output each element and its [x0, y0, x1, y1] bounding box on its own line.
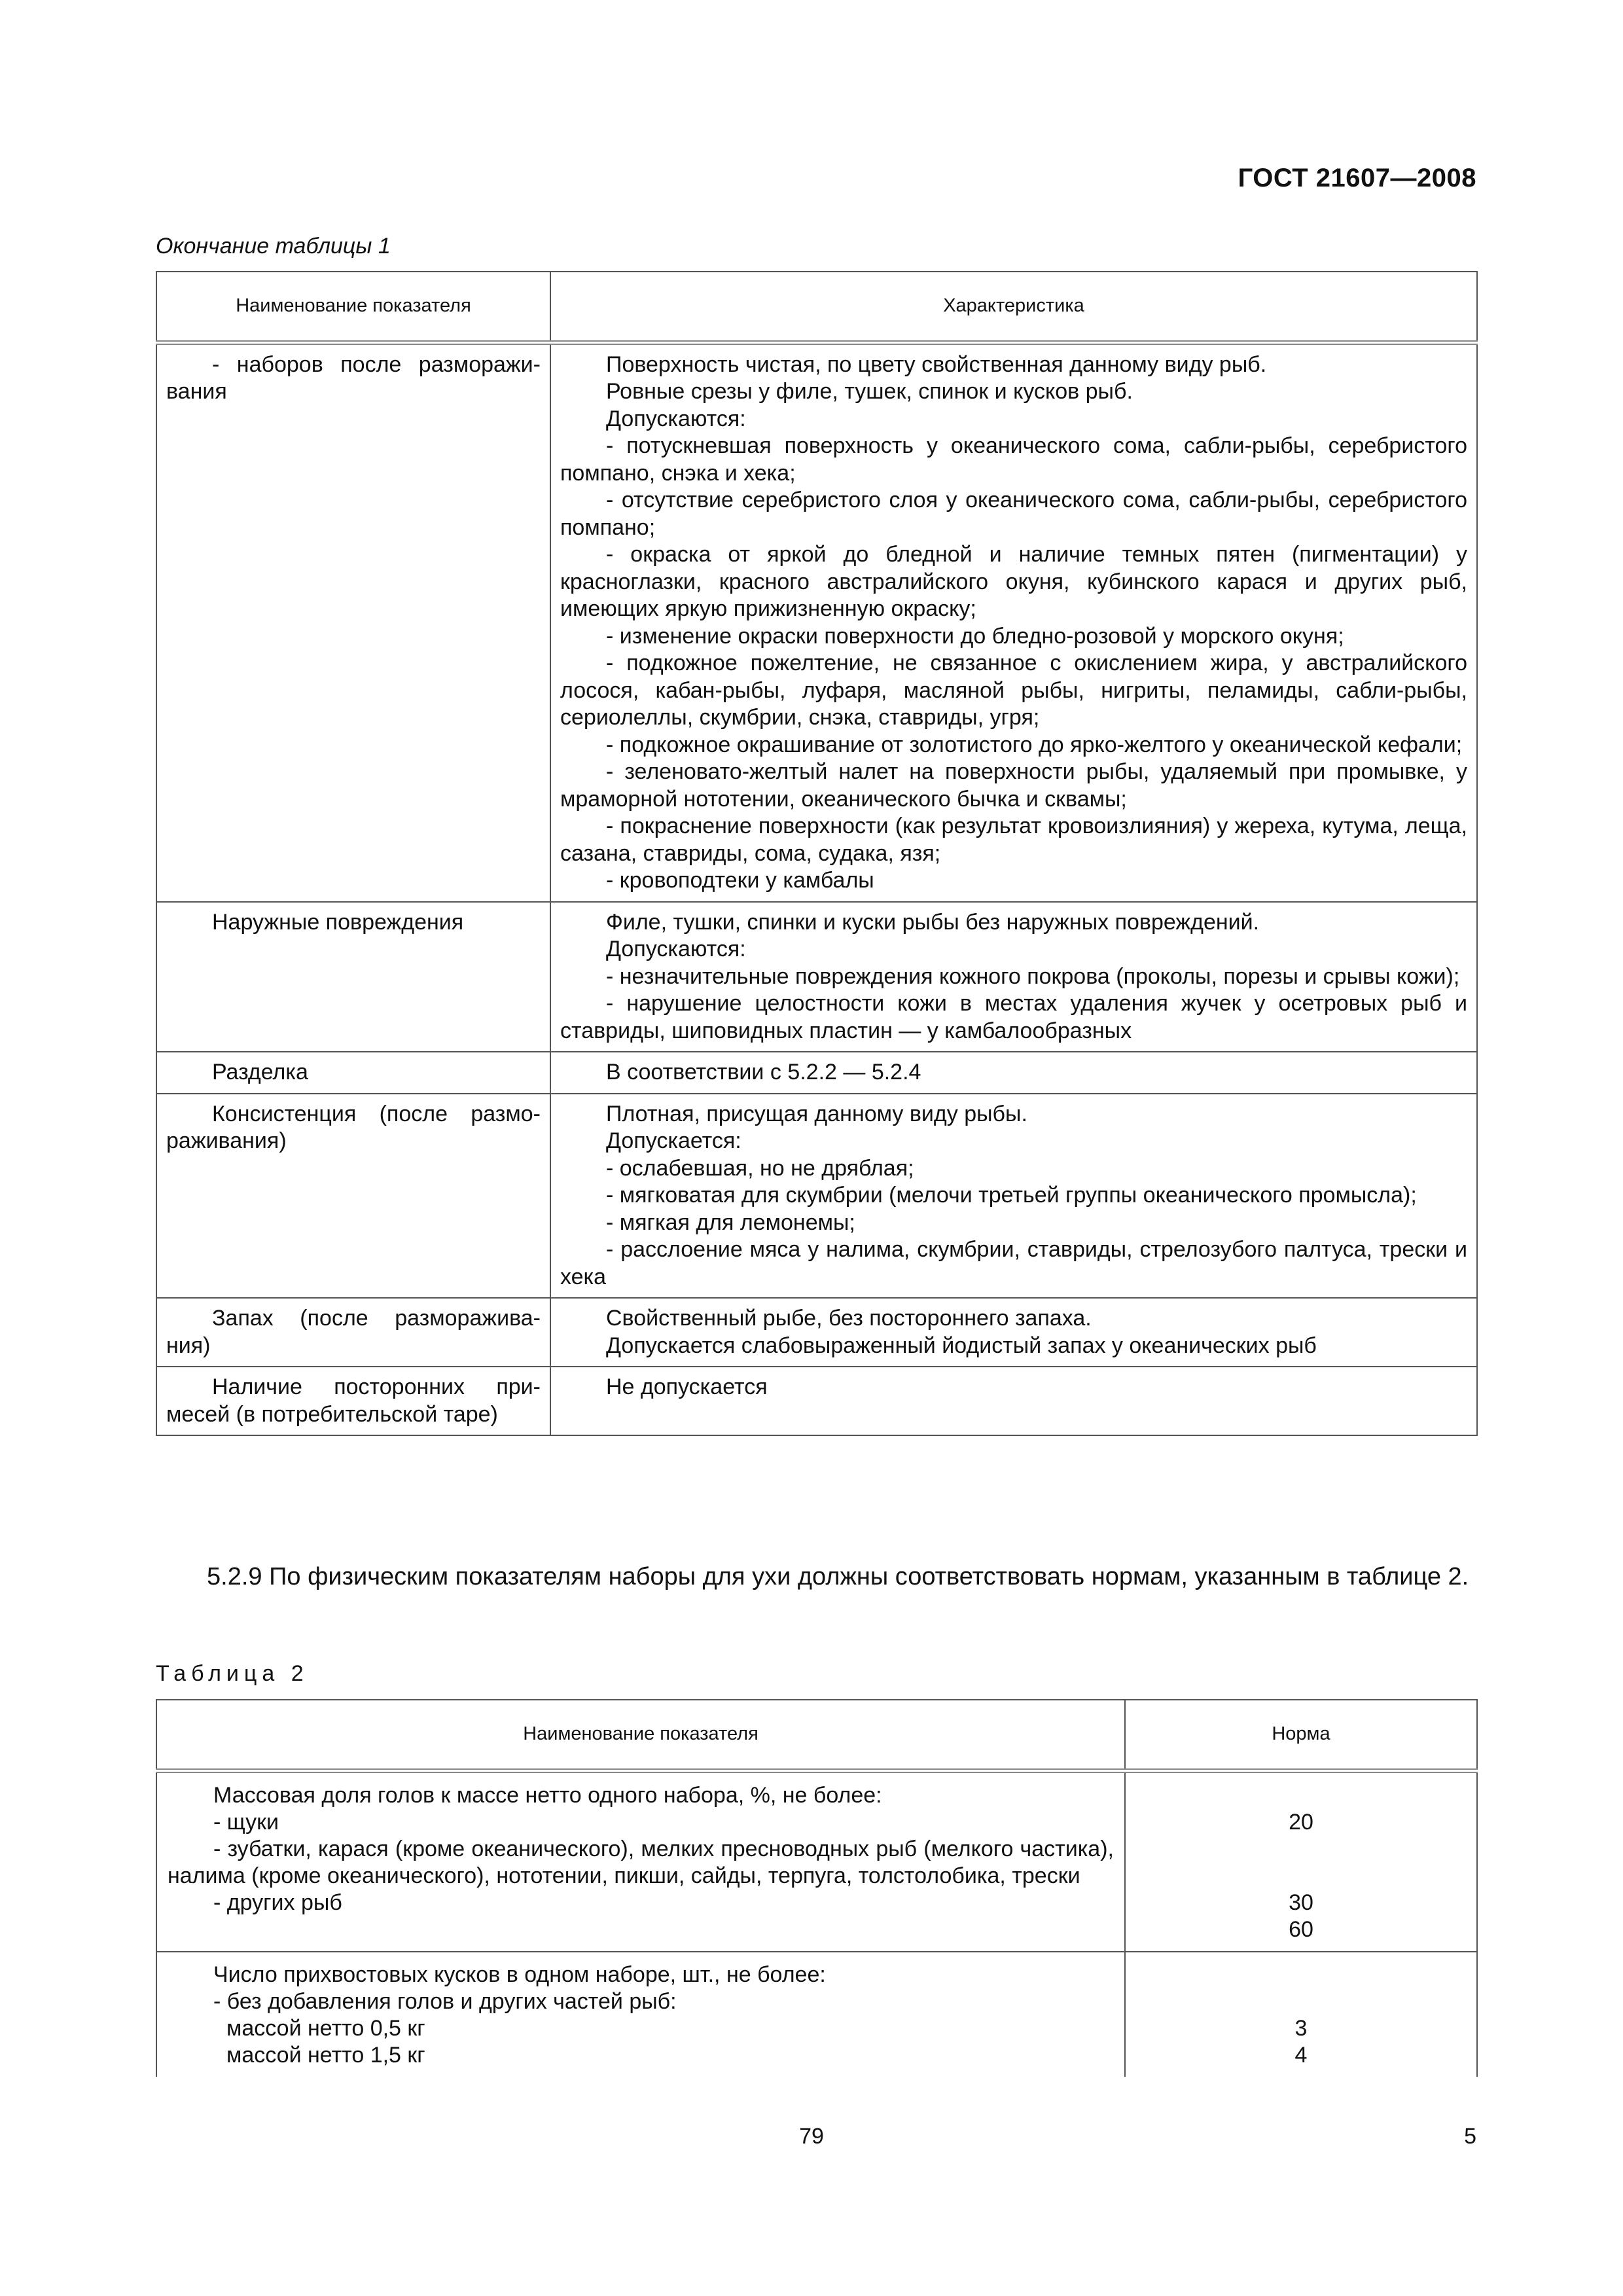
characteristic-line: Допускаются: [606, 937, 746, 961]
table2-row2-name [156, 1952, 1125, 2077]
characteristic-line: - отсутствие серебристого слоя у океанического сома, сабли-рыбы, серебристого помпано; [560, 488, 1467, 540]
page-number-right: 5 [1464, 2124, 1476, 2149]
table-row [156, 1952, 1477, 2077]
table-row [156, 902, 1477, 1052]
characteristic-line: - подкожное пожелтение, не связанное с окислением жира, у австралийского лосося, кабан-рыбы, луфаря, масляной рыбы, нигриты, пеламиды, сабли-рыбы, сериолеллы, скумбрии, снэка, ставриды, угря; [560, 651, 1467, 730]
indicator-name: Наличие посторонних при-месей (в потребительской таре) [166, 1374, 541, 1427]
norm-value: 20 [1289, 1809, 1313, 1835]
characteristic-line: - подкожное окрашивание от золотистого до ярко-желтого у океанической кефали; [606, 732, 1463, 757]
characteristic-line: Ровные срезы у филе, тушек, спинок и кусков рыб. [606, 379, 1133, 404]
clause-text: 5.2.9 По физическим показателям наборы для ухи должны соответствовать нормам, указанным в таблице 2. [207, 1563, 1469, 1590]
characteristic-line: Поверхность чистая, по цвету свойственная данному виду рыб. [606, 351, 1267, 377]
row1-item-pike: - щуки [213, 1809, 279, 1835]
row2-item-05kg: массой нетто 0,5 кг [226, 2015, 425, 2041]
clause-5-2-9 [156, 1560, 1476, 1593]
table1-caption: Окончание таблицы 1 [156, 234, 391, 259]
table2-header-name: Наименование показателя [156, 1700, 1125, 1770]
characteristic-line: - незначительные повреждения кожного покрова (проколы, порезы и срывы кожи); [606, 963, 1460, 989]
norm-value: 3 [1294, 2015, 1308, 2041]
table2-header-row [156, 1700, 1477, 1770]
table1-characteristic-cell [550, 342, 1477, 902]
standard-code: ГОСТ 21607—2008 [1238, 164, 1476, 192]
table1-characteristic-cell [550, 1298, 1477, 1367]
table2-row1-norm [1125, 1770, 1477, 1952]
table1-indicator-cell [156, 1367, 550, 1435]
indicator-name: Наружные повреждения [212, 909, 464, 935]
characteristic-line: - покраснение поверхности (как результат кровоизлияния) у жереха, кутума, леща, сазана, ставриды, сома, судака, язя; [560, 814, 1467, 866]
row2-item-15kg: массой нетто 1,5 кг [226, 2042, 425, 2068]
table2-caption: Таблица 2 [156, 1661, 309, 1686]
table-row [156, 1770, 1477, 1952]
table1-header-row [156, 272, 1477, 342]
characteristic-line: - расслоение мяса у налима, скумбрии, ставриды, стрелозубого палтуса, трески и хека [560, 1237, 1467, 1289]
row2-title: Число прихвостовых кусков в одном наборе, шт., не более: [213, 1962, 826, 1987]
indicator-name: Разделка [212, 1060, 308, 1085]
indicator-name: Консистенция (после размо-раживания) [166, 1101, 541, 1153]
characteristic-line: Не допускается [606, 1374, 768, 1399]
table2-row1-name [156, 1770, 1125, 1952]
characteristic-line: - окраска от яркой до бледной и наличие темных пятен (пигментации) у красноглазки, красного австралийского окуня, кубинского карася и других рыб, имеющих яркую прижизненную окраску; [560, 542, 1467, 621]
characteristic-line: - изменение окраски поверхности до бледно-розовой у морского окуня; [606, 623, 1344, 649]
characteristic-line: В соответствии с 5.2.2 — 5.2.4 [606, 1060, 921, 1085]
characteristic-line: - кровоподтеки у камбалы [606, 868, 874, 893]
table1-header-name: Наименование показателя [156, 272, 550, 342]
table1-indicator-cell [156, 1094, 550, 1299]
table-row [156, 1052, 1477, 1094]
row1-item-other: - других рыб [213, 1890, 342, 1915]
row1-item-list: - зубатки, карася (кроме океанического), мелких пресноводных рыб (мелкого частика), налима (кроме океанического), нототении, пикши, сайды, терпуга, толстолобика, трески [168, 1836, 1114, 1888]
norm-value: 4 [1294, 2042, 1308, 2068]
table1-body [156, 342, 1477, 1435]
table2-header-norm: Норма [1125, 1700, 1477, 1770]
characteristic-line: - зеленовато-желтый налет на поверхности рыбы, удаляемый при промывке, у мраморной нототении, океанического бычка и сквамы; [560, 759, 1467, 812]
characteristic-line: Допускается: [606, 1128, 741, 1153]
table-row [156, 1367, 1477, 1435]
characteristic-line: - мягкая для лемонемы; [606, 1210, 855, 1235]
table-1 [156, 271, 1478, 1436]
norm-value: 60 [1289, 1916, 1313, 1942]
table1-indicator-cell [156, 902, 550, 1052]
table-row [156, 1298, 1477, 1367]
characteristic-line: - потускневшая поверхность у океанического сома, сабли-рыбы, серебристого помпано, снэка и хека; [560, 433, 1467, 486]
characteristic-line: Филе, тушки, спинки и куски рыбы без наружных повреждений. [606, 909, 1260, 935]
characteristic-line: Допускается слабовыраженный йодистый запах у океанических рыб [606, 1333, 1317, 1358]
table1-header-characteristic: Характеристика [550, 272, 1477, 342]
table2-row2-norm [1125, 1952, 1477, 2077]
table1-characteristic-cell [550, 902, 1477, 1052]
characteristic-line: - мягковатая для скумбрии (мелочи третьей группы океанического промысла); [606, 1183, 1417, 1208]
characteristic-line: - нарушение целостности кожи в местах удаления жучек у осетровых рыб и ставриды, шиповидных пластин — у камбалообразных [560, 991, 1467, 1043]
characteristic-line: Допускаются: [606, 406, 746, 431]
characteristic-line: Свойственный рыбе, без постороннего запаха. [606, 1306, 1092, 1331]
page-number-center: 79 [799, 2124, 824, 2149]
table1-characteristic-cell [550, 1052, 1477, 1094]
characteristic-line: - ослабевшая, но не дряблая; [606, 1155, 914, 1181]
norm-value: 30 [1289, 1890, 1313, 1915]
table1-indicator-cell [156, 1298, 550, 1367]
table1-indicator-cell [156, 1052, 550, 1094]
table-2 [156, 1699, 1478, 2077]
indicator-name: - наборов после разморажи-вания [166, 351, 541, 404]
row2-sub: - без добавления голов и других частей рыб: [213, 1988, 677, 2014]
table1-characteristic-cell [550, 1094, 1477, 1299]
table1-characteristic-cell [550, 1367, 1477, 1435]
indicator-name: Запах (после разморажива-ния) [166, 1306, 541, 1358]
characteristic-line: Плотная, присущая данному виду рыбы. [606, 1101, 1027, 1126]
table-row [156, 1094, 1477, 1299]
table-row [156, 342, 1477, 902]
table1-indicator-cell [156, 342, 550, 902]
row1-title: Массовая доля голов к массе нетто одного набора, %, не более: [213, 1782, 882, 1808]
